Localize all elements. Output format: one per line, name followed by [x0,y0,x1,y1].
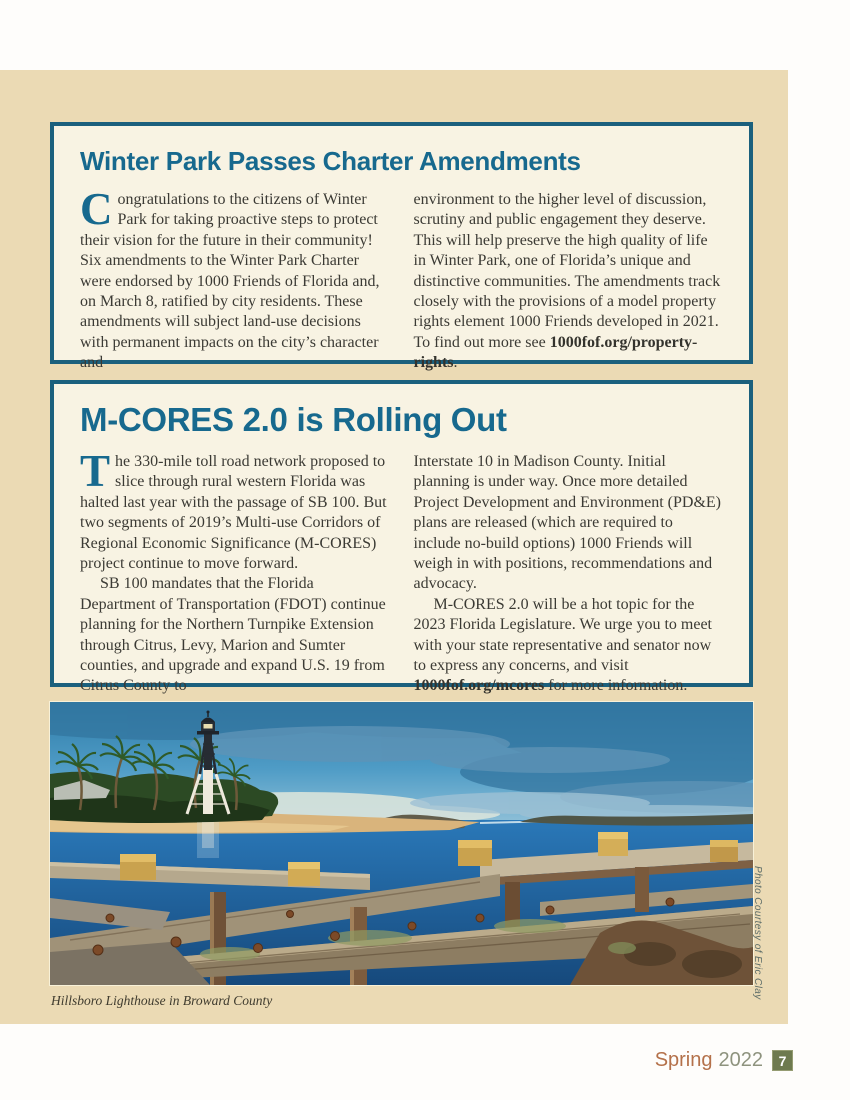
drop-cap: C [80,184,113,234]
article-column-left [80,184,390,374]
article-title: Winter Park Passes Charter Amendments [80,146,581,176]
article-column-right [414,452,724,697]
photo-caption: Hillsboro Lighthouse in Broward County [51,993,273,1008]
drop-cap: T [80,446,111,496]
article-text: he 330-mile toll road network proposed to slice through rural western Florida was halted last year with the passage of SB 100. But two segments of 2019’s Multi-use Corridors of Regional Economic Significance (M-CORES) project continue to move forward. [80,453,387,573]
article-text: environment to the higher level of discussion, scrutiny and public engagement they deserve. This will help preserve the high quality of life in Winter Park, one of Florida’s unique and distinctive communities. The amendments track closely with the provisions of a model property rights element 1000 Friends developed in 2021. To find out more see [413,191,721,351]
article-text: Interstate 10 in Madison County. Initial planning is under way. Once more detailed Project Development and Environment (PD&E) plans are released (which are required to include no-build options) 1000 Friends will weigh in with positions, recommendations and advocacy. [413,453,721,593]
article-text: SB 100 mandates that the Florida Department of Transportation (FDOT) continue planning for the Northern Turnpike Extension through Citrus, Levy, Marion and Sumter counties, and upgrade and expand U.S. 19 from Citrus County to [80,575,386,695]
article-text: ongratulations to the citizens of Winter Park for taking proactive steps to protect their vision for the future in their community! Six amendments to the Winter Park Charter were endorsed by 1000 Friends of Florida and, on March 8, ratified by city residents. These amendments will subject land-use decisions with permanent impacts on the city’s character and [80,191,380,372]
article-paragraph [80,184,390,374]
article-paragraph [80,574,390,696]
article-paragraph [414,595,724,697]
article-mcores [50,380,753,695]
article-column-right [414,190,724,374]
lighthouse-photo-image [50,702,753,985]
article-text: M-CORES 2.0 will be a hot topic for the 2023 Florida Legislature. We urge you to meet with your state representative and senator now to express any concerns, and visit [413,595,712,675]
article-paragraph [414,190,724,374]
footer-season: Spring [654,1049,713,1071]
article-title: M-CORES 2.0 is Rolling Out [80,401,507,438]
lighthouse-photo [50,702,753,985]
article-winter-park [50,122,753,372]
article-paragraph [414,452,724,595]
article-text: for more information. [544,677,688,695]
page-footer [655,1049,793,1072]
url-text: 1000fof.org/mcores [413,677,545,695]
article-text: . [453,354,458,372]
article-paragraph [80,446,390,574]
footer-year: 2022 [718,1049,763,1071]
article-columns [80,446,723,697]
url-text: 1000fof.org/property-rights [413,333,698,372]
article-columns [80,184,723,374]
photo-credit: Photo Courtesy of Eric Clay [752,866,763,1000]
page-number: 7 [772,1050,793,1071]
article-column-left [80,446,390,697]
